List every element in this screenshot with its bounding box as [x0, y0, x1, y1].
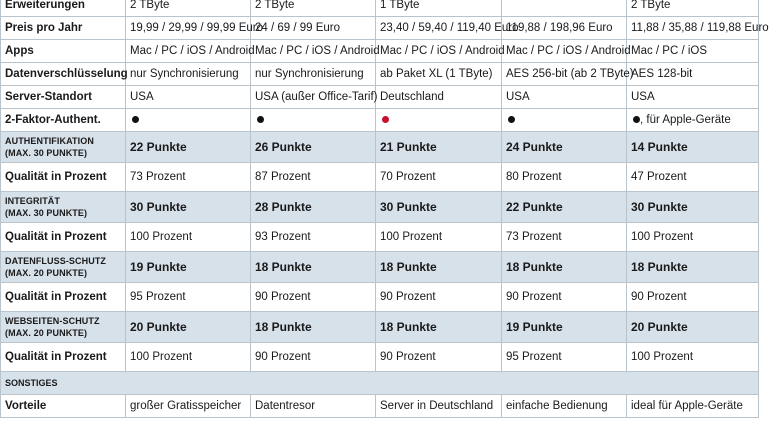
score-cell: 30 Punkte: [126, 192, 251, 223]
quality-row-fluss: [1, 283, 759, 312]
row-label: Qualität in Prozent: [1, 163, 126, 192]
score-cell: 30 Punkte: [376, 192, 502, 223]
cell: AES 256-bit (ab 2 TByte): [502, 63, 627, 86]
cell: 23,40 / 59,40 / 119,40 Euro: [376, 17, 502, 40]
quality-row-auth: [1, 163, 759, 192]
cell: nur Synchronisierung: [251, 63, 376, 86]
red-dot-icon: [382, 116, 389, 123]
section-row-fluss: [1, 252, 759, 283]
cell: 2 TByte: [126, 0, 251, 17]
section-row-auth: [1, 132, 759, 163]
section-subtitle: (MAX. 30 PUNKTE): [5, 208, 88, 218]
cell: 73 Prozent: [502, 223, 627, 252]
cell: 90 Prozent: [376, 343, 502, 372]
section-title: WEBSEITEN-SCHUTZ: [5, 316, 100, 326]
score-cell: 20 Punkte: [126, 312, 251, 343]
row-zweifaktor: [1, 109, 759, 132]
score-cell: 18 Punkte: [502, 252, 627, 283]
cell: 90 Prozent: [627, 283, 759, 312]
cell: 119,88 / 198,96 Euro: [502, 17, 627, 40]
cell: 19,99 / 29,99 / 99,99 Euro: [126, 17, 251, 40]
cell: Mac / PC / iOS: [627, 40, 759, 63]
score-cell: 21 Punkte: [376, 132, 502, 163]
score-cell: 18 Punkte: [251, 312, 376, 343]
cell: 100 Prozent: [126, 223, 251, 252]
row-label: Qualität in Prozent: [1, 223, 126, 252]
cell: [126, 109, 251, 132]
cell: 93 Prozent: [251, 223, 376, 252]
cell: ideal für Apple-Geräte: [627, 395, 759, 418]
row-apps: [1, 40, 759, 63]
score-cell: 18 Punkte: [251, 252, 376, 283]
section-row-integ: [1, 192, 759, 223]
section-title: AUTHENTIFIKATION: [5, 136, 94, 146]
cell: 11,88 / 35,88 / 119,88 Euro: [627, 17, 759, 40]
cell: Deutschland: [376, 86, 502, 109]
cell: 100 Prozent: [376, 223, 502, 252]
row-erweiterungen: [1, 0, 759, 17]
section-subtitle: (MAX. 20 PUNKTE): [5, 268, 88, 278]
score-cell: 20 Punkte: [627, 312, 759, 343]
row-preis: [1, 17, 759, 40]
cell: 2 TByte: [251, 0, 376, 17]
quality-row-integ: [1, 223, 759, 252]
cell-text: , für Apple-Geräte: [640, 114, 731, 126]
section-subtitle: (MAX. 20 PUNKTE): [5, 328, 88, 338]
section-title: INTEGRITÄT: [5, 196, 60, 206]
row-vorteile: [1, 395, 759, 418]
cell: Mac / PC / iOS / Android: [502, 40, 627, 63]
cell: 95 Prozent: [502, 343, 627, 372]
cell: 90 Prozent: [376, 283, 502, 312]
dot-icon: [132, 116, 139, 123]
score-cell: 18 Punkte: [627, 252, 759, 283]
cell: ab Paket XL (1 TByte): [376, 63, 502, 86]
cell: 73 Prozent: [126, 163, 251, 192]
cell: [376, 109, 502, 132]
score-cell: 19 Punkte: [502, 312, 627, 343]
cell: Mac / PC / iOS / Android: [126, 40, 251, 63]
section-row-web: [1, 312, 759, 343]
section-label: [1, 312, 126, 343]
score-cell: 18 Punkte: [376, 252, 502, 283]
cell: USA (außer Office-Tarif): [251, 86, 376, 109]
cell: 87 Prozent: [251, 163, 376, 192]
dot-icon: [257, 116, 264, 123]
section-label: [1, 192, 126, 223]
quality-row-web: [1, 343, 759, 372]
cell: 95 Prozent: [126, 283, 251, 312]
score-cell: 19 Punkte: [126, 252, 251, 283]
score-cell: 30 Punkte: [627, 192, 759, 223]
cell: [627, 109, 759, 132]
cell: 90 Prozent: [251, 283, 376, 312]
row-label: Preis pro Jahr: [1, 17, 126, 40]
cell: USA: [126, 86, 251, 109]
row-verschluesselung: [1, 63, 759, 86]
score-cell: 28 Punkte: [251, 192, 376, 223]
cell: AES 128-bit: [627, 63, 759, 86]
cell: [502, 109, 627, 132]
row-label: Qualität in Prozent: [1, 283, 126, 312]
score-cell: 24 Punkte: [502, 132, 627, 163]
section-label: [1, 132, 126, 163]
row-label: Apps: [1, 40, 126, 63]
dot-icon: [633, 116, 640, 123]
score-cell: 22 Punkte: [126, 132, 251, 163]
score-cell: 14 Punkte: [627, 132, 759, 163]
cell: großer Gratisspeicher: [126, 395, 251, 418]
misc-title-text: SONSTIGES: [5, 378, 58, 388]
cell: 24 / 69 / 99 Euro: [251, 17, 376, 40]
cell: 100 Prozent: [126, 343, 251, 372]
dot-icon: [508, 116, 515, 123]
score-cell: 18 Punkte: [376, 312, 502, 343]
section-title: DATENFLUSS-SCHUTZ: [5, 256, 107, 266]
misc-title: [1, 372, 759, 395]
cell: 80 Prozent: [502, 163, 627, 192]
cell: 90 Prozent: [502, 283, 627, 312]
section-subtitle: (MAX. 30 PUNKTE): [5, 148, 88, 158]
score-cell: 22 Punkte: [502, 192, 627, 223]
cell: 90 Prozent: [251, 343, 376, 372]
cell: nur Synchronisierung: [126, 63, 251, 86]
cell: einfache Bedienung: [502, 395, 627, 418]
cell: Server in Deutschland: [376, 395, 502, 418]
row-label: Vorteile: [1, 395, 126, 418]
cell: 100 Prozent: [627, 343, 759, 372]
row-label: Erweiterungen: [1, 0, 126, 17]
row-standort: [1, 86, 759, 109]
row-label: Server-Standort: [1, 86, 126, 109]
section-label: [1, 252, 126, 283]
section-row-misc: [1, 372, 759, 395]
cell: USA: [502, 86, 627, 109]
cell: [502, 0, 627, 17]
cell: [251, 109, 376, 132]
score-cell: 26 Punkte: [251, 132, 376, 163]
cell: 47 Prozent: [627, 163, 759, 192]
cell: Mac / PC / iOS / Android: [251, 40, 376, 63]
cell: Datentresor: [251, 395, 376, 418]
cell: 100 Prozent: [627, 223, 759, 252]
cell: 2 TByte: [627, 0, 759, 17]
cell: Mac / PC / iOS / Android: [376, 40, 502, 63]
cell: USA: [627, 86, 759, 109]
row-label: Qualität in Prozent: [1, 343, 126, 372]
row-label: 2-Faktor-Authent.: [1, 109, 126, 132]
cell: 1 TByte: [376, 0, 502, 17]
cell: 70 Prozent: [376, 163, 502, 192]
row-label: Datenverschlüsselung: [1, 63, 126, 86]
